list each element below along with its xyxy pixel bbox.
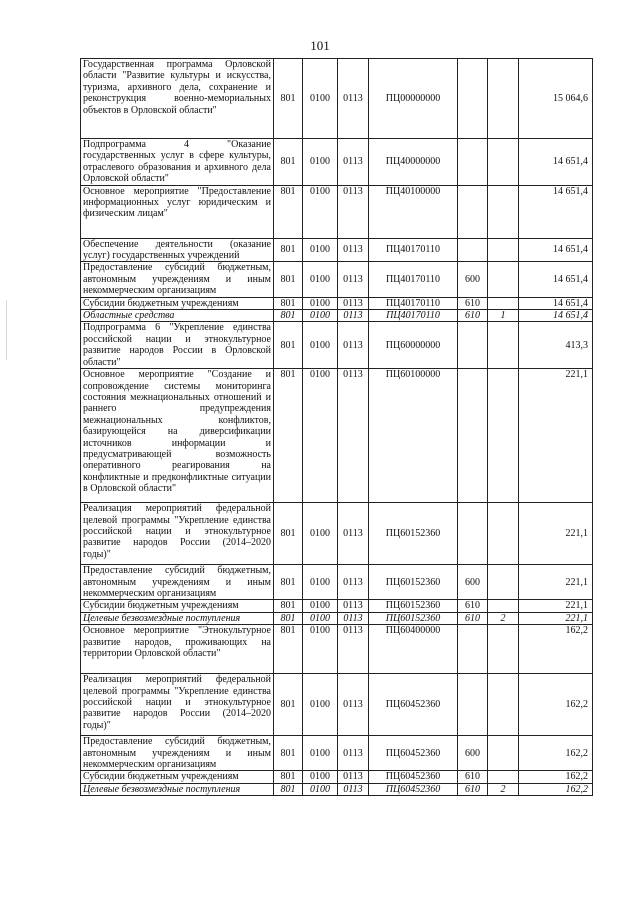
row-amount: 14 651,4 [519, 262, 593, 297]
row-subsection: 0113 [338, 612, 369, 624]
row-ved: 801 [274, 600, 303, 612]
row-source: 2 [488, 612, 519, 624]
row-section: 0100 [303, 59, 338, 139]
row-target-article: ПЦ60100000 [369, 369, 458, 503]
row-ved: 801 [274, 625, 303, 674]
row-expense-type [458, 322, 488, 369]
table-row [81, 612, 593, 624]
row-expense-type: 600 [458, 736, 488, 771]
row-section: 0100 [303, 565, 338, 600]
row-expense-type [458, 185, 488, 238]
table-row [81, 238, 593, 262]
row-section: 0100 [303, 238, 338, 262]
row-name: Предоставление субсидий бюджетным, автономным учреждениям и иным некоммерческим организациям [81, 565, 274, 600]
row-ved: 801 [274, 612, 303, 624]
row-source [488, 674, 519, 736]
row-ved: 801 [274, 674, 303, 736]
row-section: 0100 [303, 612, 338, 624]
row-subsection: 0113 [338, 310, 369, 322]
row-amount: 15 064,6 [519, 59, 593, 139]
row-ved: 801 [274, 783, 303, 795]
row-name: Предоставление субсидий бюджетным, автономным учреждениям и иным некоммерческим организациям [81, 736, 274, 771]
row-section: 0100 [303, 600, 338, 612]
row-target-article: ПЦ60400000 [369, 625, 458, 674]
row-section: 0100 [303, 139, 338, 186]
row-target-article: ПЦ40170110 [369, 310, 458, 322]
row-section: 0100 [303, 783, 338, 795]
row-ved: 801 [274, 310, 303, 322]
row-ved: 801 [274, 565, 303, 600]
row-ved: 801 [274, 503, 303, 565]
row-section: 0100 [303, 625, 338, 674]
row-section: 0100 [303, 262, 338, 297]
row-source [488, 322, 519, 369]
row-section: 0100 [303, 310, 338, 322]
row-subsection: 0113 [338, 771, 369, 783]
row-name: Подпрограмма 4 "Оказание государственных услуг в сфере культуры, отраслевого образования и архивного дела Орловской области" [81, 139, 274, 186]
row-section: 0100 [303, 185, 338, 238]
row-target-article: ПЦ60452360 [369, 783, 458, 795]
row-name: Реализация мероприятий федеральной целевой программы "Укрепление единства российской нации и этнокультурное развитие народов России (2014–2020 годы)" [81, 503, 274, 565]
row-name: Подпрограмма 6 "Укрепление единства российской нации и этнокультурное развитие народов России в Орловской области" [81, 322, 274, 369]
row-ved: 801 [274, 262, 303, 297]
table-row [81, 503, 593, 565]
row-name: Целевые безвозмездные поступления [81, 612, 274, 624]
table-row [81, 736, 593, 771]
table-row [81, 310, 593, 322]
table-row [81, 625, 593, 674]
table-row [81, 674, 593, 736]
row-subsection: 0113 [338, 185, 369, 238]
row-amount: 14 651,4 [519, 238, 593, 262]
table-row [81, 783, 593, 795]
row-name: Основное мероприятие "Предоставление информационных услуг юридическим и физическим лицам" [81, 185, 274, 238]
row-name: Основное мероприятие "Этнокультурное развитие народов, проживающих на территории Орловской области" [81, 625, 274, 674]
row-target-article: ПЦ60152360 [369, 612, 458, 624]
row-source [488, 771, 519, 783]
row-subsection: 0113 [338, 503, 369, 565]
row-ved: 801 [274, 322, 303, 369]
row-amount: 413,3 [519, 322, 593, 369]
table-body [81, 59, 593, 796]
row-name: Предоставление субсидий бюджетным, автономным учреждениям и иным некоммерческим организациям [81, 262, 274, 297]
row-target-article: ПЦ40170110 [369, 262, 458, 297]
row-target-article: ПЦ40000000 [369, 139, 458, 186]
row-expense-type [458, 674, 488, 736]
table-row [81, 369, 593, 503]
row-subsection: 0113 [338, 736, 369, 771]
row-expense-type [458, 139, 488, 186]
row-source [488, 565, 519, 600]
row-source: 1 [488, 310, 519, 322]
row-expense-type: 610 [458, 310, 488, 322]
row-ved: 801 [274, 736, 303, 771]
row-source [488, 297, 519, 309]
page-number: 101 [310, 38, 330, 53]
row-target-article: ПЦ60152360 [369, 503, 458, 565]
row-amount: 221,1 [519, 565, 593, 600]
row-subsection: 0113 [338, 238, 369, 262]
table-row [81, 771, 593, 783]
row-name: Субсидии бюджетным учреждениям [81, 297, 274, 309]
row-name: Субсидии бюджетным учреждениям [81, 771, 274, 783]
row-section: 0100 [303, 369, 338, 503]
row-source [488, 736, 519, 771]
table-row [81, 262, 593, 297]
row-ved: 801 [274, 59, 303, 139]
row-target-article: ПЦ40100000 [369, 185, 458, 238]
row-expense-type: 610 [458, 783, 488, 795]
row-name: Областные средства [81, 310, 274, 322]
row-source: 2 [488, 783, 519, 795]
row-source [488, 600, 519, 612]
row-source [488, 262, 519, 297]
row-section: 0100 [303, 322, 338, 369]
row-ved: 801 [274, 771, 303, 783]
row-expense-type: 610 [458, 297, 488, 309]
row-expense-type: 610 [458, 771, 488, 783]
row-section: 0100 [303, 503, 338, 565]
row-section: 0100 [303, 297, 338, 309]
row-source [488, 59, 519, 139]
table-row [81, 565, 593, 600]
row-ved: 801 [274, 297, 303, 309]
table-row [81, 59, 593, 139]
row-expense-type [458, 59, 488, 139]
row-amount: 162,2 [519, 674, 593, 736]
row-subsection: 0113 [338, 565, 369, 600]
row-target-article: ПЦ60452360 [369, 771, 458, 783]
row-target-article: ПЦ60152360 [369, 565, 458, 600]
row-source [488, 185, 519, 238]
row-name: Основное мероприятие "Создание и сопровождение системы мониторинга состояния межнациональных отношений и раннего предупреждения межнациональных конфликтов, базирующейся на диверсификации источников информации и предусматривающей возможность оперативного реагирования на конфликтные и предконфликтные ситуации в Орловской области" [81, 369, 274, 503]
row-section: 0100 [303, 674, 338, 736]
table-row [81, 139, 593, 186]
row-expense-type: 610 [458, 612, 488, 624]
row-amount: 14 651,4 [519, 185, 593, 238]
row-subsection: 0113 [338, 139, 369, 186]
row-subsection: 0113 [338, 625, 369, 674]
row-source [488, 503, 519, 565]
row-subsection: 0113 [338, 59, 369, 139]
row-target-article: ПЦ60452360 [369, 736, 458, 771]
row-subsection: 0113 [338, 674, 369, 736]
row-expense-type: 600 [458, 565, 488, 600]
row-target-article: ПЦ60152360 [369, 600, 458, 612]
row-expense-type [458, 625, 488, 674]
row-subsection: 0113 [338, 322, 369, 369]
scan-artifact [6, 300, 7, 360]
row-expense-type: 600 [458, 262, 488, 297]
row-expense-type [458, 238, 488, 262]
row-amount: 14 651,4 [519, 297, 593, 309]
table-row [81, 600, 593, 612]
row-target-article: ПЦ60452360 [369, 674, 458, 736]
row-name: Реализация мероприятий федеральной целевой программы "Укрепление единства российской нации и этнокультурное развитие народов России (2014–2020 годы)" [81, 674, 274, 736]
row-amount: 221,1 [519, 600, 593, 612]
table-row [81, 322, 593, 369]
row-subsection: 0113 [338, 297, 369, 309]
row-amount: 14 651,4 [519, 139, 593, 186]
budget-table [80, 58, 593, 796]
row-source [488, 139, 519, 186]
row-name: Обеспечение деятельности (оказание услуг) государственных учреждений [81, 238, 274, 262]
row-amount: 162,2 [519, 736, 593, 771]
row-section: 0100 [303, 771, 338, 783]
row-ved: 801 [274, 139, 303, 186]
row-name: Целевые безвозмездные поступления [81, 783, 274, 795]
row-subsection: 0113 [338, 600, 369, 612]
row-amount: 14 651,4 [519, 310, 593, 322]
row-subsection: 0113 [338, 262, 369, 297]
table-row [81, 297, 593, 309]
row-target-article: ПЦ40170110 [369, 238, 458, 262]
row-target-article: ПЦ60000000 [369, 322, 458, 369]
row-ved: 801 [274, 185, 303, 238]
row-section: 0100 [303, 736, 338, 771]
row-expense-type [458, 369, 488, 503]
row-target-article: ПЦ00000000 [369, 59, 458, 139]
row-amount: 162,2 [519, 771, 593, 783]
row-source [488, 238, 519, 262]
row-expense-type [458, 503, 488, 565]
row-ved: 801 [274, 238, 303, 262]
row-target-article: ПЦ40170110 [369, 297, 458, 309]
row-amount: 162,2 [519, 625, 593, 674]
table-row [81, 185, 593, 238]
row-source [488, 625, 519, 674]
row-ved: 801 [274, 369, 303, 503]
row-expense-type: 610 [458, 600, 488, 612]
row-name: Субсидии бюджетным учреждениям [81, 600, 274, 612]
row-amount: 221,1 [519, 612, 593, 624]
row-amount: 221,1 [519, 503, 593, 565]
row-subsection: 0113 [338, 369, 369, 503]
row-subsection: 0113 [338, 783, 369, 795]
row-source [488, 369, 519, 503]
row-amount: 162,2 [519, 783, 593, 795]
row-amount: 221,1 [519, 369, 593, 503]
row-name: Государственная программа Орловской области "Развитие культуры и искусства, туризма, архивного дела, сохранение и реконструкция военно-мемориальных объектов в Орловской области" [81, 59, 274, 139]
